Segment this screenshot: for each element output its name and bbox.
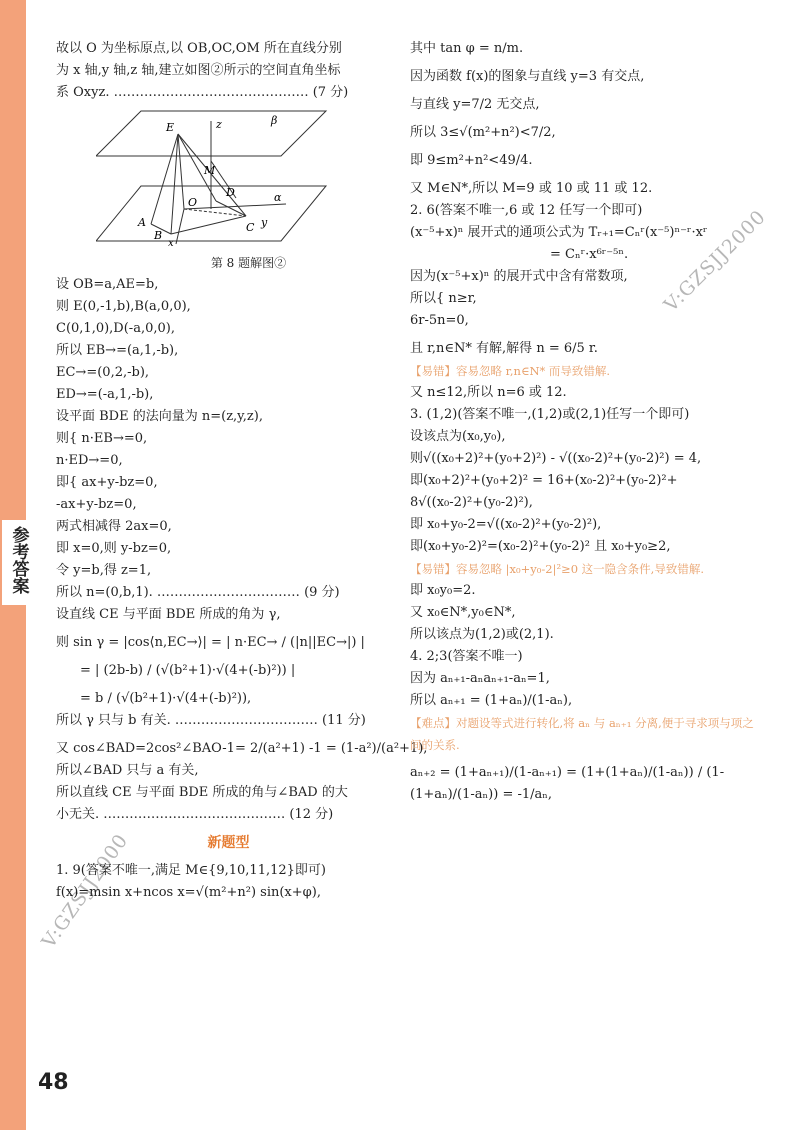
text-line: 故以 O 为坐标原点,以 OB,OC,OM 所在直线分别 — [56, 41, 342, 56]
edge — [178, 134, 184, 209]
text-line: 所以 n=(0,b,1). …………………………… (9 分) — [56, 585, 340, 600]
text-line: 即(x₀+y₀-2)²=(x₀-2)²+(y₀-2)² 且 x₀+y₀≥2, — [410, 539, 671, 554]
edge — [216, 201, 246, 216]
text-line: f(x)=msin x+ncos x=√(m²+n²) sin(x+φ), — [56, 885, 321, 900]
text-line: 设平面 BDE 的法向量为 n=(z,y,z), — [56, 409, 263, 424]
text-line: 设 OB=a,AE=b, — [56, 277, 159, 292]
figure-label: x — [168, 238, 174, 246]
figure-label: A — [138, 216, 146, 229]
section-title: 新题型 — [207, 835, 250, 851]
right-column — [410, 38, 765, 806]
sidebar-label — [2, 520, 34, 605]
text-line: 所以直线 CE 与平面 BDE 所成的角与∠BAD 的大 — [56, 785, 348, 800]
text-line: 所以 3≤√(m²+n²)<7/2, — [410, 125, 556, 140]
answer-3-heading: 3. (1,2)(答案不唯一,(1,2)或(2,1)任写一个即可) — [410, 407, 690, 422]
text-line: 小无关. …………………………………… (12 分) — [56, 807, 334, 822]
text-line: 所以∠BAD 只与 a 有关, — [56, 763, 199, 778]
text-line: 与直线 y=7/2 无交点, — [410, 97, 540, 112]
text-line: 且 r,n∈N* 有解,解得 n = 6/5 r. — [410, 341, 598, 356]
text-line: 因为函数 f(x)的图象与直线 y=3 有交点, — [410, 69, 645, 84]
text-line: = b / (√(b²+1)·√(4+(-b)²)), — [80, 691, 252, 706]
text-line: 所以{ n≥r, — [410, 291, 477, 306]
y-axis — [184, 204, 286, 209]
text-line: 其中 tan φ = n/m. — [410, 41, 524, 56]
text-line: 令 y=b,得 z=1, — [56, 563, 152, 578]
text-line: 为 x 轴,y 轴,z 轴,建立如图②所示的空间直角坐标 — [56, 63, 341, 78]
text-line: 即 x=0,则 y-bz=0, — [56, 541, 172, 556]
edge — [171, 134, 178, 234]
figure-label: B — [154, 229, 163, 242]
text-line: aₙ₊₂ = (1+aₙ₊₁)/(1-aₙ₊₁) = (1+(1+aₙ)/(1-aₙ)) / (1-(1+aₙ)/(1-aₙ)) = -1/aₙ, — [410, 765, 725, 802]
left-column — [56, 38, 428, 904]
text-line: = Cₙʳ·x⁶ʳ⁻⁵ⁿ. — [550, 247, 629, 262]
text-line: 又 M∈N*,所以 M=9 或 10 或 11 或 12. — [410, 181, 653, 196]
text-line: 即(x₀+2)²+(y₀+2)² = 16+(x₀-2)²+(y₀-2)²+ — [410, 473, 678, 488]
text-line: = | (2b-b) / (√(b²+1)·√(4+(-b)²)) | — [80, 663, 296, 678]
edge — [184, 209, 246, 216]
text-line: 即 x₀+y₀-2=√((x₀-2)²+(y₀-2)²), — [410, 517, 602, 532]
figure-label: O — [188, 196, 198, 209]
answer-1-heading: 1. 9(答案不唯一,满足 M∈{9,10,11,12}即可) — [56, 863, 326, 878]
text-line: 又 cos∠BAD=2cos²∠BAO-1= 2/(a²+1) -1 = (1-a²)/(a²+1), — [56, 741, 428, 756]
text-line: 设该点为(x₀,y₀), — [410, 429, 506, 444]
text-line: 则√((x₀+2)²+(y₀+2)²) - √((x₀-2)²+(y₀-2)²) = 4, — [410, 451, 702, 466]
text-line: 两式相减得 2ax=0, — [56, 519, 172, 534]
text-line: n·ED→=0, — [56, 453, 123, 468]
figure-label: E — [166, 121, 175, 134]
text-line: 又 x₀∈N*,y₀∈N*, — [410, 605, 516, 620]
figure-label: D — [226, 186, 235, 199]
sidebar-label-text: 参考答案 — [8, 526, 29, 594]
error-note: 【易错】容易忽略 |x₀+y₀-2|²≥0 这一隐含条件,导致错解. — [410, 562, 704, 576]
text-line: 所以该点为(1,2)或(2,1). — [410, 627, 554, 642]
text-line: EC→=(0,2,-b), — [56, 365, 150, 380]
text-line: 则 E(0,-1,b),B(a,0,0), — [56, 299, 191, 314]
geometry-figure — [96, 106, 401, 274]
text-line: -ax+y-bz=0, — [56, 497, 137, 512]
text-line: 因为 aₙ₊₁-aₙaₙ₊₁-aₙ=1, — [410, 671, 550, 686]
error-note: 【易错】容易忽略 r,n∈N* 而导致错解. — [410, 364, 611, 378]
answer-4-heading: 4. 2;3(答案不唯一) — [410, 649, 523, 664]
text-line: 8√((x₀-2)²+(y₀-2)²), — [410, 495, 533, 510]
text-line: 即 x₀y₀=2. — [410, 583, 476, 598]
text-line: 即{ ax+y-bz=0, — [56, 475, 158, 490]
watermark: V:GZSJJ2000 — [659, 205, 771, 317]
text-line: 即 9≤m²+n²<49/4. — [410, 153, 533, 168]
figure-label: β — [271, 114, 278, 127]
text-line: 系 Oxyz. ……………………………………… (7 分) — [56, 85, 349, 100]
text-line: 所以 γ 只与 b 有关. …………………………… (11 分) — [56, 713, 366, 728]
text-line: 则{ n·EB→=0, — [56, 431, 148, 446]
text-line: 则 sin γ = |cos⟨n,EC→⟩| = | n·EC→ / (|n||EC→|) | — [56, 635, 365, 650]
figure-label: M — [204, 164, 216, 177]
text-line: 所以 EB→=(a,1,-b), — [56, 343, 179, 358]
text-line: (x⁻⁵+x)ⁿ 展开式的通项公式为 Tᵣ₊₁=Cₙʳ(x⁻⁵)ⁿ⁻ʳ·xʳ — [410, 225, 708, 240]
answer-2-heading: 2. 6(答案不唯一,6 或 12 任写一个即可) — [410, 203, 643, 218]
x-axis — [176, 209, 184, 244]
text-line: 又 n≤12,所以 n=6 或 12. — [410, 385, 567, 400]
figure-svg — [96, 106, 366, 246]
watermark: V:GZSJJ2000 — [37, 829, 133, 953]
text-line: C(0,1,0),D(-a,0,0), — [56, 321, 175, 336]
figure-label: y — [261, 216, 268, 229]
text-line: 因为(x⁻⁵+x)ⁿ 的展开式中含有常数项, — [410, 269, 628, 284]
figure-caption: 第 8 题解图② — [210, 256, 287, 270]
figure-label: z — [216, 118, 222, 131]
text-line: 6r-5n=0, — [410, 313, 469, 328]
text-line: 设直线 CE 与平面 BDE 所成的角为 γ, — [56, 607, 281, 622]
edge — [151, 134, 178, 224]
text-line: 所以 aₙ₊₁ = (1+aₙ)/(1-aₙ), — [410, 693, 573, 708]
text-line: ED→=(-a,1,-b), — [56, 387, 154, 402]
difficulty-note: 【难点】对题设等式进行转化,将 aₙ 与 aₙ₊₁ 分离,便于寻求项与项之间的关系. — [410, 716, 754, 752]
figure-label: α — [274, 191, 282, 204]
figure-label: C — [246, 221, 255, 234]
page-number: 48 — [38, 1070, 69, 1095]
